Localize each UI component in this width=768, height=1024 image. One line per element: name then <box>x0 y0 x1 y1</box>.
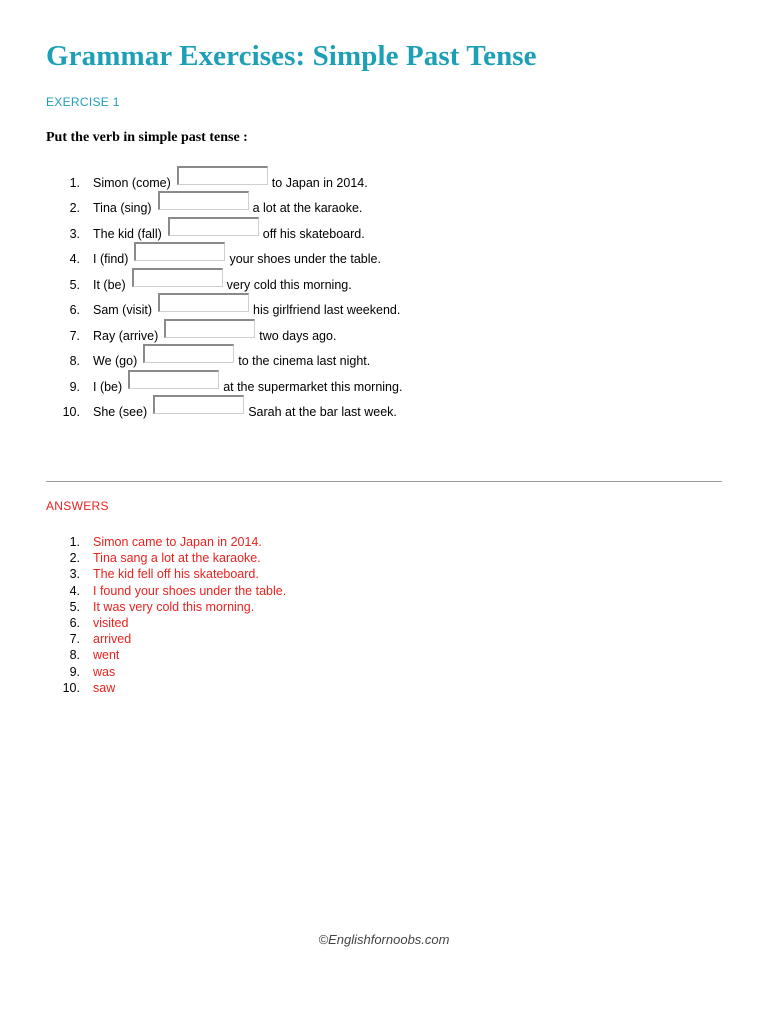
footer-credit: ©Englishfornoobs.com <box>318 932 450 947</box>
sentence-ending: Sarah at the bar last week. <box>248 405 397 419</box>
answer-text: It was very cold this morning. <box>93 599 255 614</box>
answer-input-9[interactable] <box>128 370 219 389</box>
answer-input-7[interactable] <box>164 319 255 338</box>
answer-text: Simon came to Japan in 2014. <box>93 535 262 549</box>
answer-text: visited <box>93 615 129 630</box>
sentence-ending: two days ago. <box>259 328 337 343</box>
answer-text: Tina sang a lot at the karaoke. <box>93 551 261 566</box>
section-divider <box>46 481 722 482</box>
item-number: 3. <box>69 226 80 241</box>
sentence-ending: off his skateboard. <box>262 226 365 241</box>
item-number: 6. <box>69 303 80 317</box>
prompt-text: I (be) <box>93 379 123 394</box>
prompt-text: She (see) <box>93 405 148 419</box>
sentence-ending: a lot at the karaoke. <box>252 201 363 215</box>
prompt-text: Sam (visit) <box>93 303 153 317</box>
item-number: 2. <box>69 201 80 215</box>
answer-input-5[interactable] <box>132 268 223 287</box>
answer-number: 2. <box>69 551 80 566</box>
item-number: 5. <box>69 277 80 292</box>
prompt-text: Tina (sing) <box>93 201 152 215</box>
prompt-text: It (be) <box>93 277 126 292</box>
item-number: 4. <box>69 252 80 266</box>
answer-text: was <box>93 664 116 679</box>
answer-number: 3. <box>69 567 80 582</box>
answer-input-10[interactable] <box>153 395 244 414</box>
sentence-ending: your shoes under the table. <box>229 252 381 266</box>
answer-number: 1. <box>69 535 80 549</box>
prompt-text: Ray (arrive) <box>93 328 159 343</box>
sentence-ending: very cold this morning. <box>226 277 352 292</box>
answer-number: 4. <box>69 583 80 598</box>
answer-input-3[interactable] <box>168 217 259 236</box>
answer-text: I found your shoes under the table. <box>93 583 287 598</box>
prompt-text: The kid (fall) <box>93 226 162 241</box>
sentence-ending: at the supermarket this morning. <box>223 379 403 394</box>
answer-number: 8. <box>69 648 80 663</box>
answer-number: 7. <box>69 632 80 647</box>
sentence-ending: to Japan in 2014. <box>271 175 368 190</box>
answer-input-8[interactable] <box>143 344 234 363</box>
answer-number: 10. <box>62 680 80 695</box>
answer-input-2[interactable] <box>158 191 249 210</box>
answer-text: arrived <box>93 632 132 647</box>
answer-input-6[interactable] <box>158 293 249 312</box>
answer-number: 5. <box>69 599 80 614</box>
prompt-text: I (find) <box>93 252 129 266</box>
item-number: 9. <box>69 379 80 394</box>
item-number: 1. <box>69 175 80 190</box>
answer-text: saw <box>93 680 116 695</box>
answer-text: The kid fell off his skateboard. <box>93 567 259 582</box>
answer-input-1[interactable] <box>177 166 268 185</box>
item-number: 8. <box>69 354 80 368</box>
answer-text: went <box>93 648 120 663</box>
item-number: 7. <box>69 328 80 343</box>
page-title: Grammar Exercises: Simple Past Tense <box>46 40 537 72</box>
answer-number: 9. <box>69 664 80 679</box>
answers-heading: ANSWERS <box>46 499 109 513</box>
answer-input-4[interactable] <box>134 242 225 261</box>
instruction-text: Put the verb in simple past tense : <box>46 130 248 145</box>
item-number: 10. <box>62 405 80 419</box>
sentence-ending: to the cinema last night. <box>238 354 371 368</box>
sentence-ending: his girlfriend last weekend. <box>253 303 401 317</box>
prompt-text: We (go) <box>93 354 138 368</box>
exercise-heading: EXERCISE 1 <box>46 95 120 109</box>
prompt-text: Simon (come) <box>93 175 171 190</box>
answer-number: 6. <box>69 615 80 630</box>
